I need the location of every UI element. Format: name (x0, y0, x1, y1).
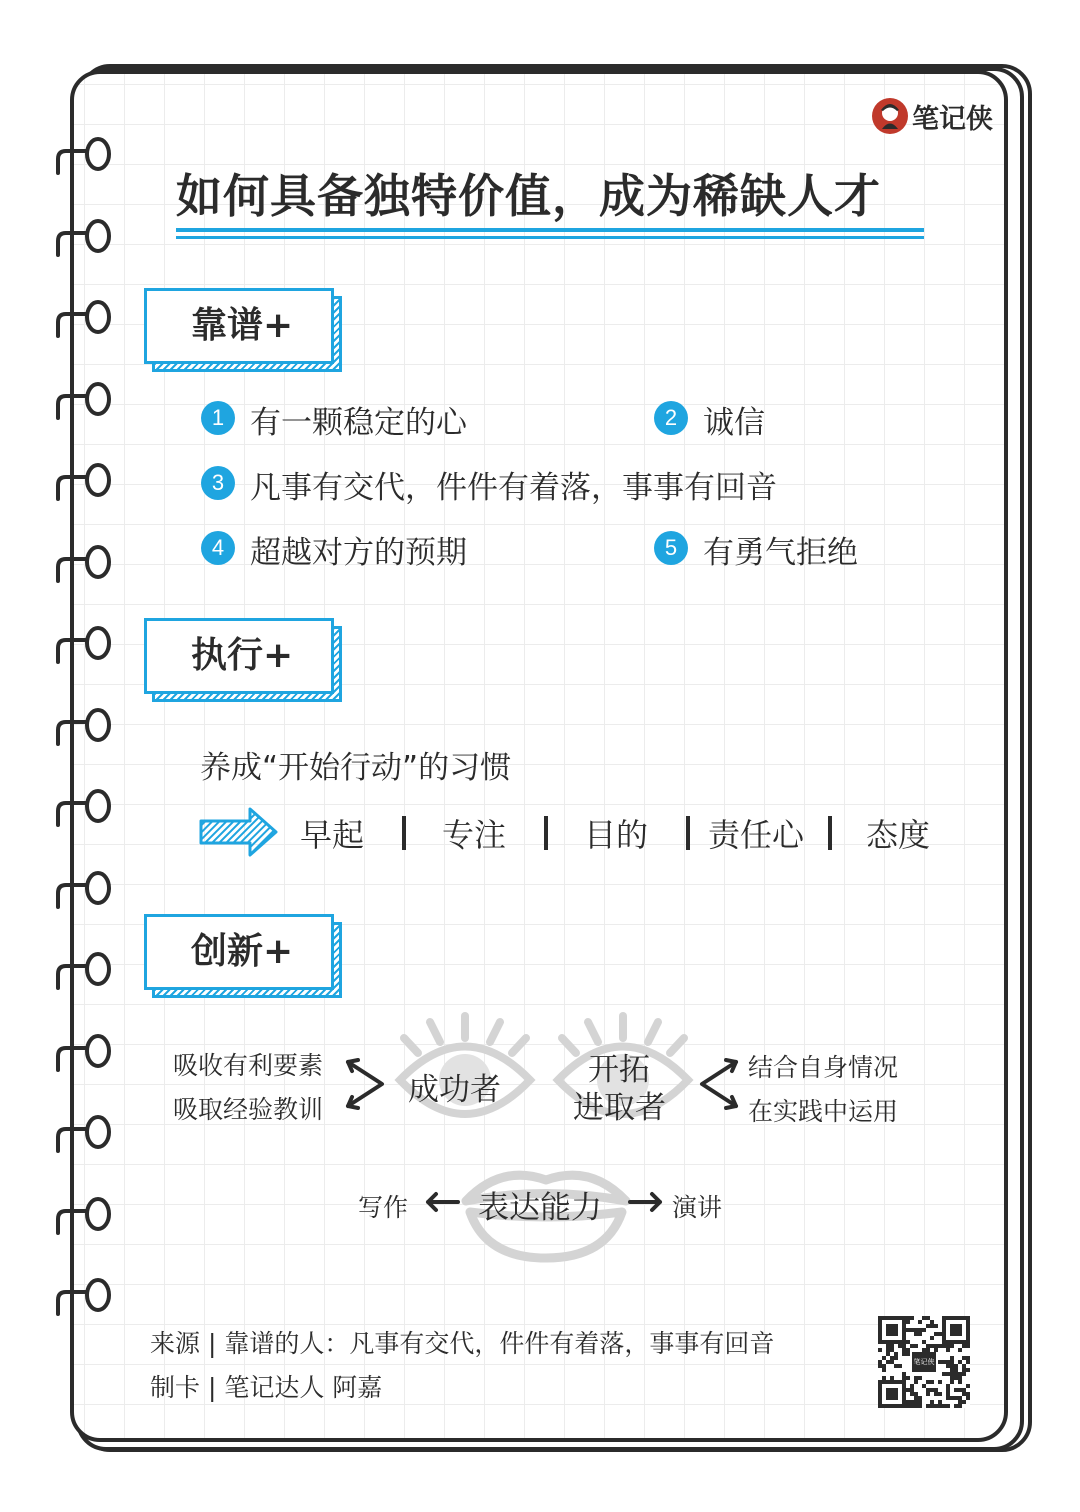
binder-ring-icon (52, 380, 116, 420)
output-combine-own-situation: 结合自身情况 (748, 1053, 899, 1082)
expression-speech: 演讲 (672, 1193, 723, 1222)
binder-ring-icon (52, 217, 116, 257)
section-heading-reliable (144, 288, 334, 364)
binder-ring-icon (52, 950, 116, 990)
successful-person: 成功者 (408, 1072, 501, 1108)
divider (686, 816, 690, 850)
habit-text: 养成“开始行动”的习惯 (200, 750, 512, 786)
binder-ring-icon (52, 135, 116, 175)
diverge-arrows-icon (692, 1048, 742, 1118)
binder-ring-icon (52, 706, 116, 746)
binder-ring-icon (52, 298, 116, 338)
title-underline-second (176, 236, 924, 239)
output-apply-in-practice: 在实践中运用 (748, 1097, 899, 1126)
reliable-item-2: 诚信 (703, 405, 765, 441)
input-absorb-advantages: 吸收有利要素 (173, 1051, 324, 1080)
item-number: 5 (654, 531, 688, 565)
reliable-item-3: 凡事有交代，件件有着落，事事有回音 (250, 470, 777, 506)
binder-ring-icon (52, 1195, 116, 1235)
item-number: 3 (201, 466, 235, 500)
binder-ring-icon (52, 461, 116, 501)
qr-code (878, 1316, 970, 1408)
keyword-responsibility: 责任心 (708, 816, 805, 854)
keyword-purpose: 目的 (584, 816, 649, 854)
binder-ring-icon (52, 1032, 116, 1072)
brand-logo-icon (870, 96, 910, 136)
pioneer-line-1: 开拓 (588, 1052, 650, 1088)
reliable-item-5: 有勇气拒绝 (703, 535, 858, 571)
credit-line: 制卡 | 笔记达人 阿嘉 (150, 1373, 383, 1402)
heading-label: 执行+ (144, 618, 334, 694)
divider (402, 816, 406, 850)
expression-writing: 写作 (358, 1193, 409, 1222)
item-number: 4 (201, 531, 235, 565)
keyword-focus: 专注 (442, 816, 507, 854)
keyword-attitude: 态度 (866, 816, 931, 854)
converge-arrows-icon (342, 1048, 392, 1118)
reliable-item-1: 有一颗稳定的心 (250, 405, 467, 441)
item-number: 2 (654, 401, 688, 435)
brand-name: 笔记侠 (912, 104, 993, 135)
title-underline (176, 228, 924, 232)
left-arrow-icon (422, 1190, 462, 1214)
binder-ring-icon (52, 624, 116, 664)
right-arrow-icon (198, 806, 280, 858)
divider (828, 816, 832, 850)
item-number: 1 (201, 401, 235, 435)
section-heading-innovation (144, 914, 334, 990)
input-learn-lessons: 吸取经验教训 (173, 1095, 324, 1124)
binder-ring-icon (52, 1276, 116, 1316)
pioneer-line-2: 进取者 (573, 1090, 666, 1126)
expression-ability: 表达能力 (478, 1190, 602, 1226)
heading-label: 靠谱+ (144, 288, 334, 364)
binder-ring-icon (52, 787, 116, 827)
heading-label: 创新+ (144, 914, 334, 990)
qr-badge: 笔记侠 (912, 1352, 936, 1372)
binder-ring-icon (52, 543, 116, 583)
binder-ring-icon (52, 1113, 116, 1153)
page-title: 如何具备独特价值，成为稀缺人才 (176, 169, 881, 223)
right-small-arrow-icon (626, 1190, 666, 1214)
divider (544, 816, 548, 850)
binder-ring-icon (52, 869, 116, 909)
keyword-early-rise: 早起 (300, 816, 365, 854)
reliable-item-4: 超越对方的预期 (250, 535, 467, 571)
section-heading-execution (144, 618, 334, 694)
source-line: 来源 | 靠谱的人：凡事有交代，件件有着落，事事有回音 (150, 1329, 775, 1358)
